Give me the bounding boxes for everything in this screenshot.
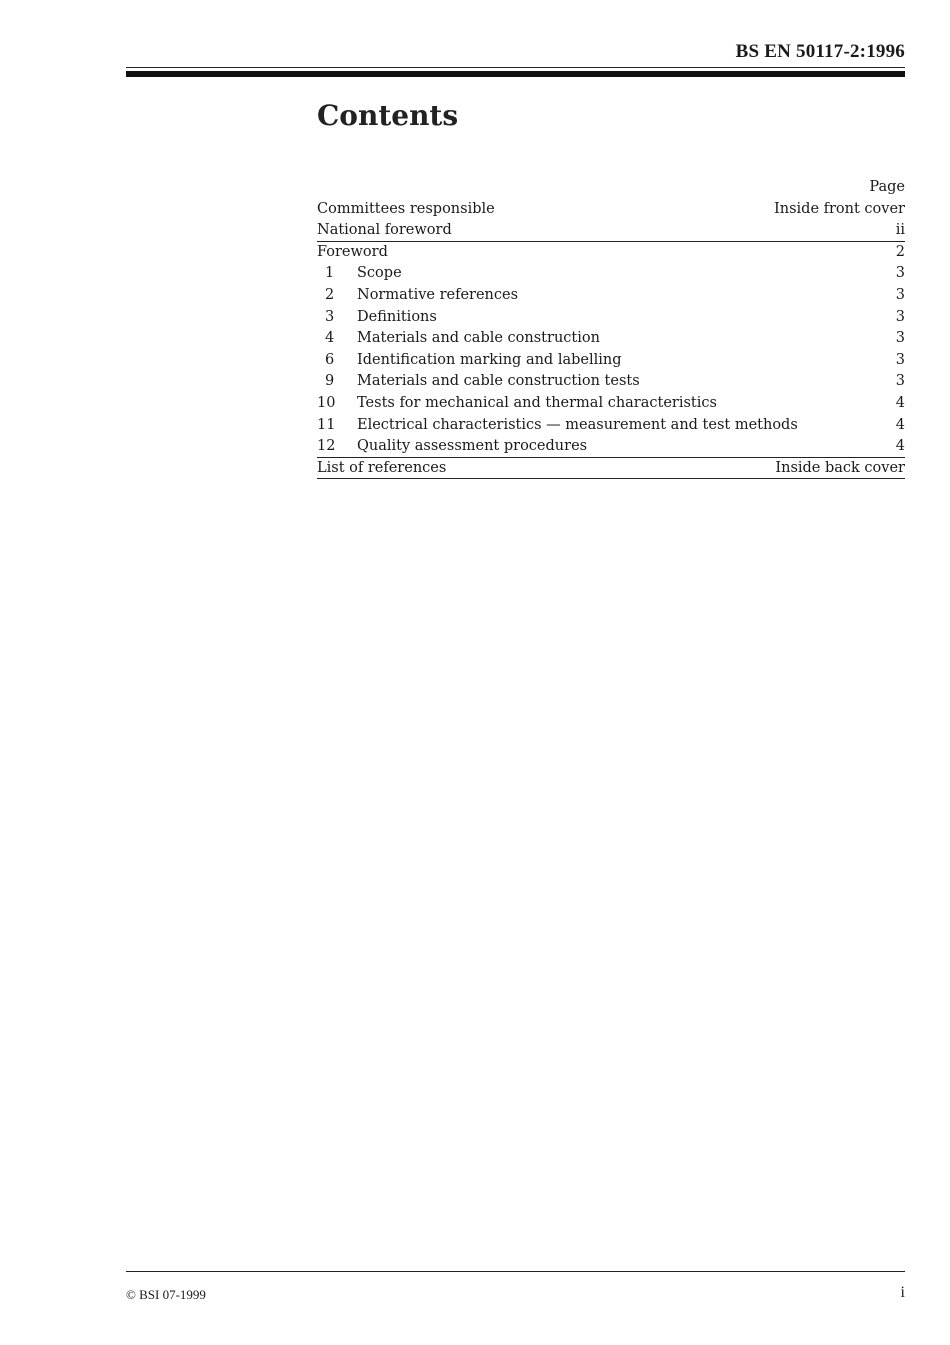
document-id: BS EN 50117-2:1996 — [735, 41, 905, 62]
toc-entry-title: National foreword — [317, 222, 452, 239]
contents-title: Contents — [317, 99, 459, 132]
toc-entry-committees[interactable] — [317, 199, 905, 221]
toc-entry-title: Foreword — [317, 243, 388, 260]
toc-clause-number: 3 — [325, 308, 335, 325]
toc-entry-page: 2 — [895, 243, 905, 260]
toc-clause-4[interactable] — [317, 328, 905, 350]
toc-entry-page: 3 — [895, 286, 905, 303]
toc-entry-page: ii — [895, 222, 905, 239]
footer-rule — [126, 1271, 905, 1272]
toc-entry-page: 4 — [895, 394, 905, 411]
toc-entry-page: 3 — [895, 265, 905, 282]
toc-clause-2[interactable] — [317, 285, 905, 307]
toc-clause-number: 9 — [325, 373, 335, 390]
header-thin-rule — [126, 67, 905, 68]
toc-entry-page: 3 — [895, 373, 905, 390]
toc-clause-number: 6 — [325, 351, 335, 368]
toc-clause-number: 11 — [317, 416, 336, 433]
toc-entry-title: Quality assessment procedures — [357, 438, 588, 455]
toc-clause-3[interactable] — [317, 307, 905, 329]
toc-page-column-label: Page — [869, 179, 905, 195]
toc-entry-page: 4 — [895, 438, 905, 455]
toc-entry-title: Materials and cable construction tests — [357, 373, 640, 390]
toc-entry-title: List of references — [317, 459, 447, 476]
toc-entry-list-of-references[interactable] — [317, 458, 905, 480]
toc-entry-page: 3 — [895, 351, 905, 368]
toc-clause-12[interactable] — [317, 436, 905, 458]
toc-clause-number: 4 — [325, 330, 335, 347]
page-number: i — [900, 1284, 905, 1301]
toc-clause-number: 10 — [317, 394, 336, 411]
toc-entry-page: 3 — [895, 330, 905, 347]
toc-entry-page: Inside front cover — [774, 200, 905, 217]
toc-clause-1[interactable] — [317, 263, 905, 285]
toc-entry-page: Inside back cover — [775, 459, 905, 476]
toc-entry-title: Committees responsible — [317, 200, 495, 217]
toc-clause-number: 1 — [325, 265, 335, 282]
toc-entry-title: Definitions — [357, 308, 437, 325]
toc-clause-10[interactable] — [317, 393, 905, 415]
toc-entry-title: Scope — [357, 265, 402, 282]
toc-entry-title: Materials and cable construction — [357, 330, 600, 347]
toc-entry-title: Electrical characteristics — measurement and test methods — [357, 416, 798, 433]
toc-entry-foreword[interactable] — [317, 242, 905, 264]
toc-entry-page: 4 — [895, 416, 905, 433]
toc-clause-6[interactable] — [317, 350, 905, 372]
toc-entry-page: 3 — [895, 308, 905, 325]
toc-entry-national-foreword[interactable] — [317, 220, 905, 242]
table-of-contents — [317, 177, 905, 479]
toc-clause-11[interactable] — [317, 415, 905, 437]
toc-entry-title: Identification marking and labelling — [357, 351, 622, 368]
toc-entry-title: Tests for mechanical and thermal characteristics — [357, 394, 717, 411]
toc-clause-9[interactable] — [317, 371, 905, 393]
toc-clause-number: 2 — [325, 286, 335, 303]
toc-clause-number: 12 — [317, 438, 336, 455]
copyright-notice: © BSI 07-1999 — [126, 1287, 206, 1302]
header-thick-rule — [126, 71, 905, 77]
toc-entry-title: Normative references — [357, 286, 519, 303]
